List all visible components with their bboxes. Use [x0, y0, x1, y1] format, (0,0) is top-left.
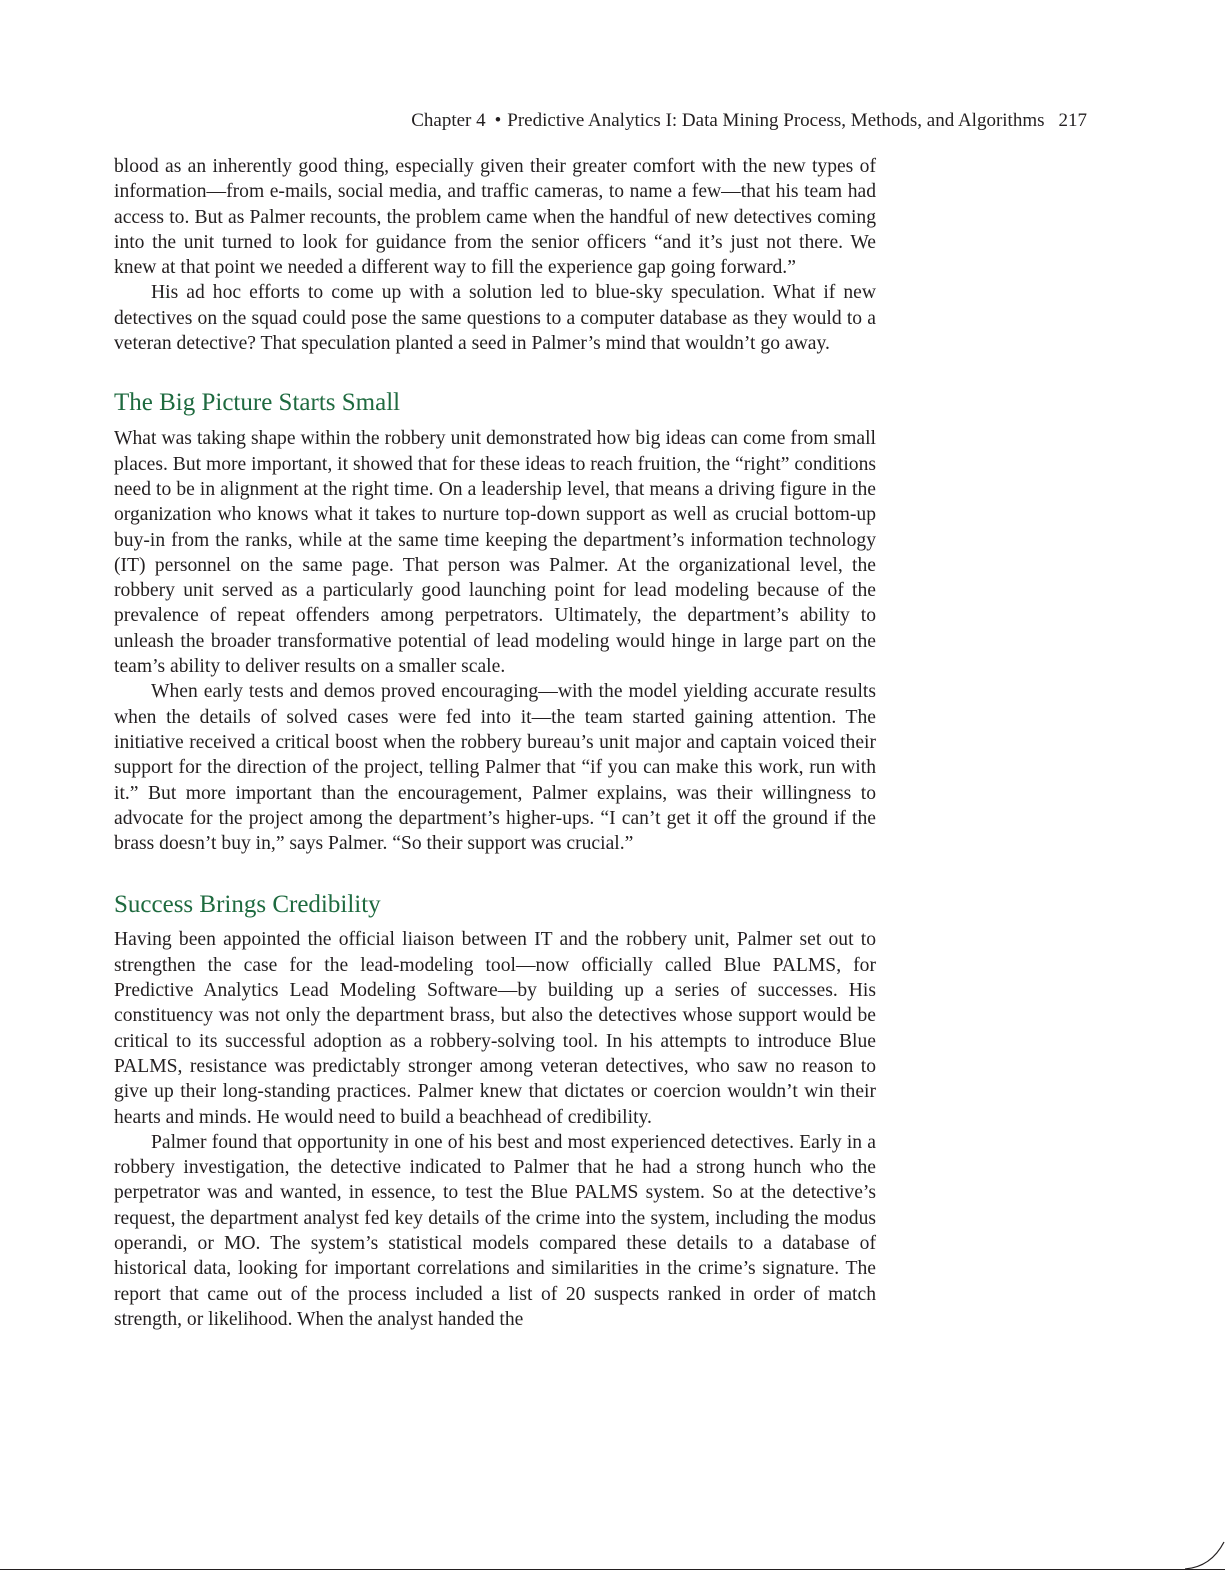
page-number: 217 — [1058, 110, 1087, 131]
page-body — [114, 154, 876, 1332]
body-paragraph-4: When early tests and demos proved encouraging—with the model yielding accurate results when the details of solved cases were fed into it—the team started gaining attention. The initiative received a critical boost when the robbery bureau’s unit major and captain voiced their support for the direction of the project, telling Palmer that “if you can make this work, run with it.” But more important than the encouragement, Palmer explains, was their willingness to advocate for the project among the department’s higher-ups. “I can’t get it off the ground if the brass doesn’t buy in,” says Palmer. “So their support was crucial.” — [114, 681, 876, 855]
body-paragraph-5: Having been appointed the official liaison between IT and the robbery unit, Palmer set out to strengthen the case for the lead-modeling tool—now officially called Blue PALMS, for Predictive Analytics Lead Modeling Software—by building up a series of successes. His constituency was not only the department brass, but also the detectives whose support would be critical to its successful adoption as a robbery-solving tool. In his attempts to introduce Blue PALMS, resistance was predictably stronger among veteran detectives, who saw no reason to give up their long-standing practices. Palmer knew that dictates or coercion wouldn’t win their hearts and minds. He would need to build a beachhead of credibility. — [114, 929, 876, 1128]
section-heading-big-picture: The Big Picture Starts Small — [114, 389, 401, 417]
page-bottom-rule — [0, 1569, 1225, 1570]
body-paragraph-1: blood as an inherently good thing, especially given their greater comfort with the new types of information—from e-mails, social media, and traffic cameras, to name a few—that his team had access to. But as Palmer recounts, the problem came when the handful of new detectives coming into the unit turned to look for guidance from the senior officers “and it’s just not there. We knew at that point we needed a different way to fill the experience gap going forward.” — [114, 156, 876, 279]
section-heading-credibility: Success Brings Credibility — [114, 891, 381, 919]
body-paragraph-3: What was taking shape within the robbery unit demonstrated how big ideas can come from small places. But more important, it showed that for these ideas to reach fruition, the “right” conditions need to be in alignment at the right time. On a leadership level, that means a driving figure in the organization who knows what it takes to nurture top-down support as well as crucial bottom-up buy-in from the ranks, while at the same time keeping the department’s information technology (IT) personnel on the same page. That person was Palmer. At the organizational level, the robbery unit served as a particularly good launching point for lead modeling because of the prevalence of repeat offenders among perpetrators. Ultimately, the department’s ability to unleash the broader transformative potential of lead modeling would hinge in large part on the team’s ability to deliver results on a smaller scale. — [114, 428, 876, 678]
body-paragraph-6: Palmer found that opportunity in one of his best and most experienced detectives. Early in a robbery investigation, the detective indicated to Palmer that he had a strong hunch who the perpetrator was and wanted, in essence, to test the Blue PALMS system. So at the detective’s request, the department analyst fed key details of the crime into the system, including the modus operandi, or MO. The system’s statistical models compared these details to a database of historical data, looking for important correlations and similarities in the crime’s signature. The report that came out of the process included a list of 20 suspects ranked in order of match strength, or likelihood. When the analyst handed the — [114, 1131, 876, 1330]
chapter-title: Predictive Analytics I: Data Mining Process, Methods, and Algorithms — [507, 110, 1045, 131]
header-separator: • — [494, 110, 502, 131]
body-paragraph-2: His ad hoc efforts to come up with a solution led to blue-sky speculation. What if new detectives on the squad could pose the same questions to a computer database as they would to a veteran detective? That speculation planted a seed in Palmer’s mind that wouldn’t go away. — [114, 282, 876, 355]
running-header — [411, 108, 1087, 134]
chapter-label: Chapter 4 — [411, 110, 486, 131]
page-corner-curl — [1185, 1536, 1225, 1576]
